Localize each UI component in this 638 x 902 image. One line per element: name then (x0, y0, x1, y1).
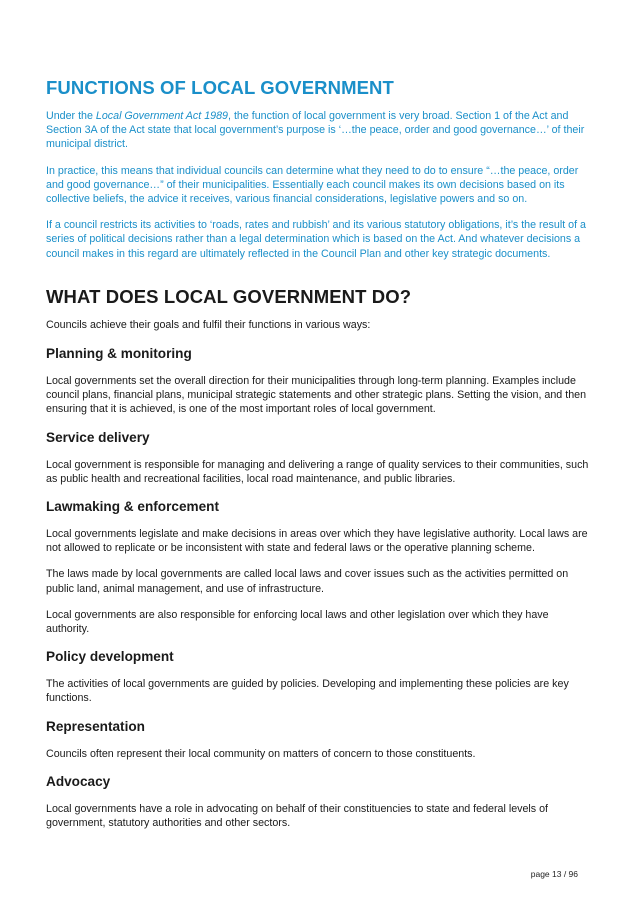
page-number: page 13 / 96 (530, 869, 578, 879)
what-does-title: WHAT DOES LOCAL GOVERNMENT DO? (46, 285, 412, 307)
planning-paragraph-1: Local governments set the overall direction for their municipalities through long-term planning. Examples include council plans, financial plans, municipal strategic statements and other strategic plans. Setting the vision, and then ensuring that it is achieved, is one of the most important roles of local government. (46, 375, 587, 416)
heading-lawmaking: Lawmaking & enforcement (46, 499, 219, 515)
lawmaking-paragraph-2: The laws made by local governments are called local laws and cover issues such as the activities permitted on public land, animal management, and use of infrastructure. (46, 568, 569, 595)
heading-planning: Planning & monitoring (46, 346, 192, 362)
representation-paragraph-1: Councils often represent their local community on matters of concern to those constituents. (46, 747, 476, 760)
functions-paragraph-1 (46, 109, 594, 152)
heading-policy: Policy development (46, 649, 174, 665)
heading-service: Service delivery (46, 429, 150, 445)
advocacy-paragraph-1: Local governments have a role in advocating on behalf of their constituencies to state and federal levels of government, statutory authorities and other sectors. (46, 802, 549, 830)
act-name: Local Government Act 1989 (95, 110, 228, 122)
lawmaking-paragraph-3: Local governments are also responsible for enforcing local laws and other legislation over which they have authority. (46, 608, 549, 636)
lawmaking-paragraph-1: Local governments legislate and make decisions in areas over which they have legislative authority. Local laws are not allowed to replicate or be inconsistent with state and federal laws or the operative planning scheme. (46, 528, 588, 555)
service-paragraph-1: Local government is responsible for managing and delivering a range of quality services to their communities, such as public health and recreational facilities, local road maintenance, and public libraries. (46, 458, 589, 485)
heading-advocacy: Advocacy (46, 773, 111, 789)
functions-paragraph-2: In practice, this means that individual councils can determine what they need to do to ensure “…the peace, order and good governance…” of their municipalities. Essentially each council makes its own decisions based on its collective beliefs, the advice it receives, various financial considerations, legislative powers and so on. (46, 164, 579, 206)
what-does-intro: Councils achieve their goals and fulfil their functions in various ways: (46, 318, 371, 331)
functions-paragraph-3: If a council restricts its activities to ‘roads, rates and rubbish’ and its various statutory obligations, it’s the result of a series of political decisions rather than a legal determination which is based on the Act. And whatever decisions a council makes in this regard are ultimately reflected in the Council Plan and other key strategic documents. (46, 219, 586, 260)
functions-title: FUNCTIONS OF LOCAL GOVERNMENT (46, 77, 394, 98)
functions-p1-after: , the function of local government is very broad. Section 1 of the Act and Section 3A of the Act state that local government’s purpose is ‘…the peace, order and good governance…’ of their municipal district. (46, 110, 585, 151)
heading-representation: Representation (46, 718, 145, 734)
page-content (46, 77, 594, 830)
functions-p1-before: Under the (46, 110, 96, 122)
policy-paragraph-1: The activities of local governments are guided by policies. Developing and implementing these policies are key functions. (46, 678, 569, 705)
